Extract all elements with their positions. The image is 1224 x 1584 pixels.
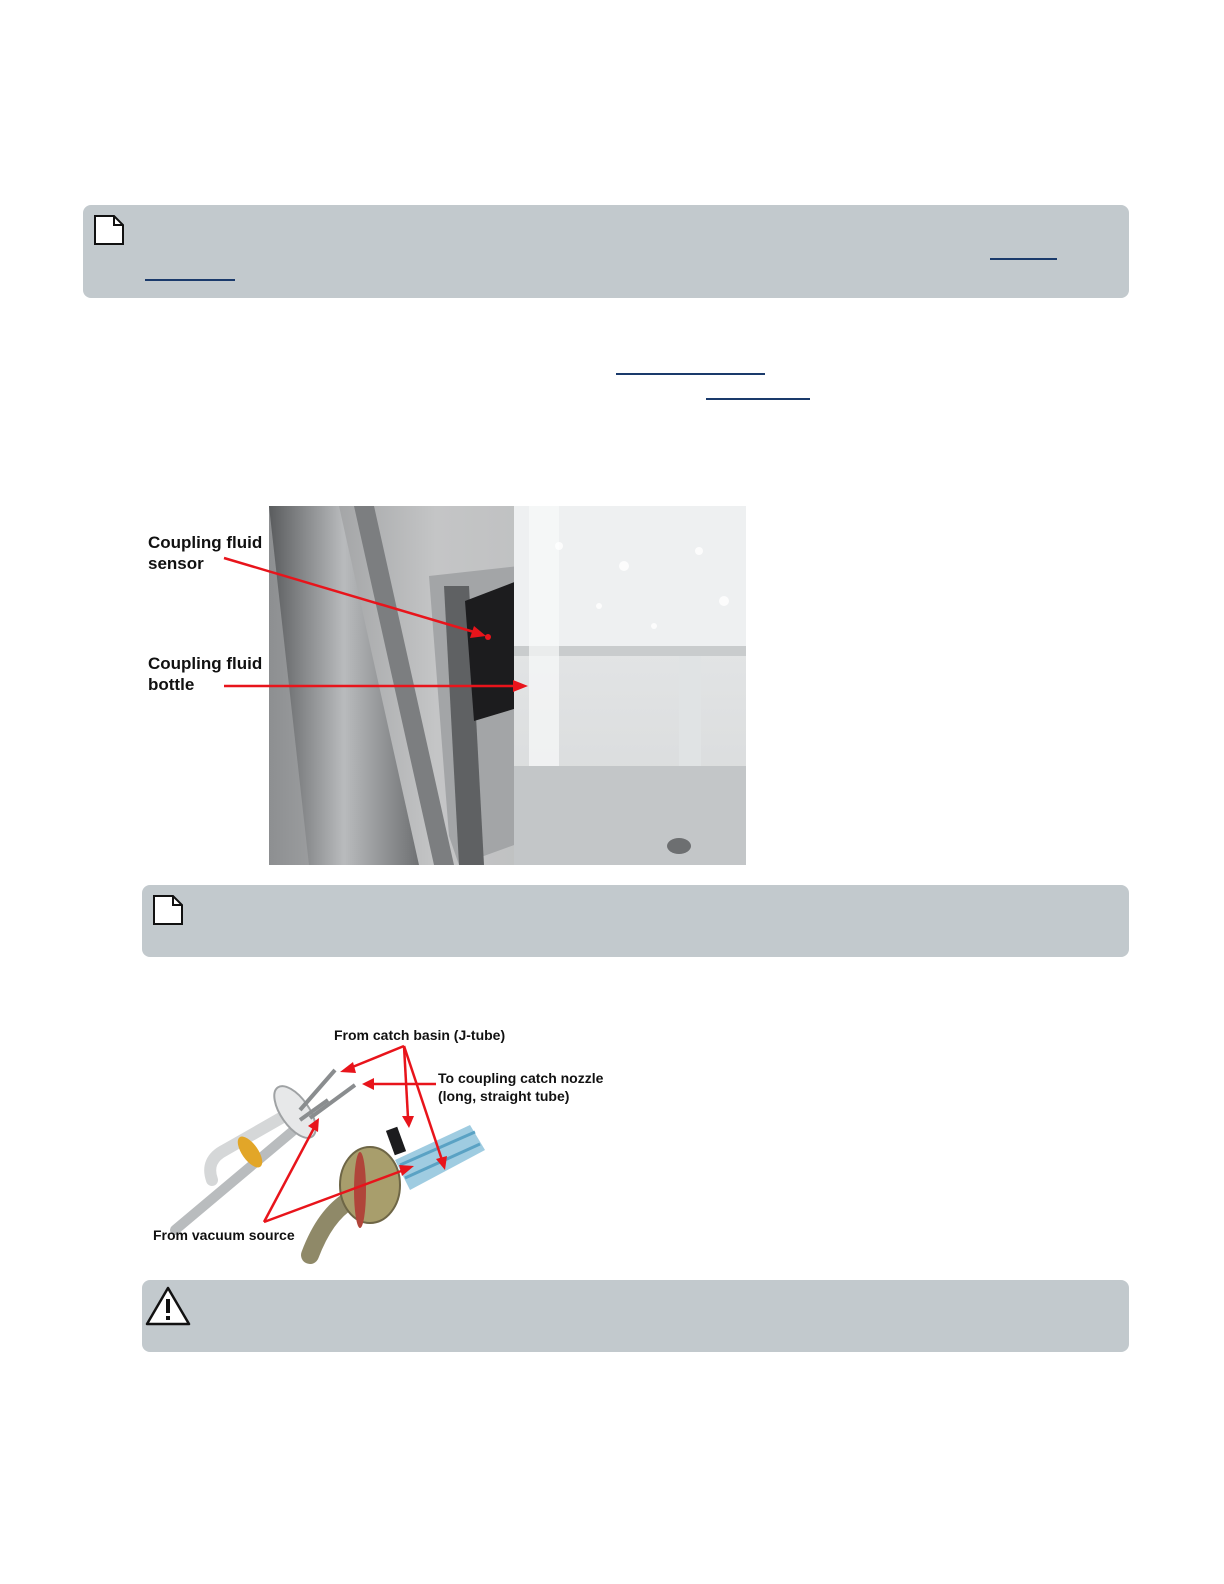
label-from-catch-basin: From catch basin (J-tube) bbox=[334, 1027, 506, 1043]
label-line: (long, straight tube) bbox=[438, 1088, 570, 1104]
warning-triangle-icon bbox=[145, 1286, 191, 1326]
label-from-vacuum-source: From vacuum source bbox=[153, 1227, 295, 1243]
label-line: Coupling fluid bbox=[148, 654, 263, 673]
label-line: bottle bbox=[148, 675, 195, 694]
label-line: sensor bbox=[148, 554, 204, 573]
arrow-catch-basin-left bbox=[350, 1046, 404, 1068]
arrow-vacuum-left bbox=[264, 1128, 314, 1222]
arrow-catch-nozzle-right bbox=[404, 1046, 442, 1160]
arrow-vacuum-right bbox=[264, 1170, 404, 1222]
label-line: To coupling catch nozzle bbox=[438, 1070, 604, 1086]
caution-box bbox=[142, 1280, 1129, 1352]
label-line: Coupling fluid bbox=[148, 533, 263, 552]
